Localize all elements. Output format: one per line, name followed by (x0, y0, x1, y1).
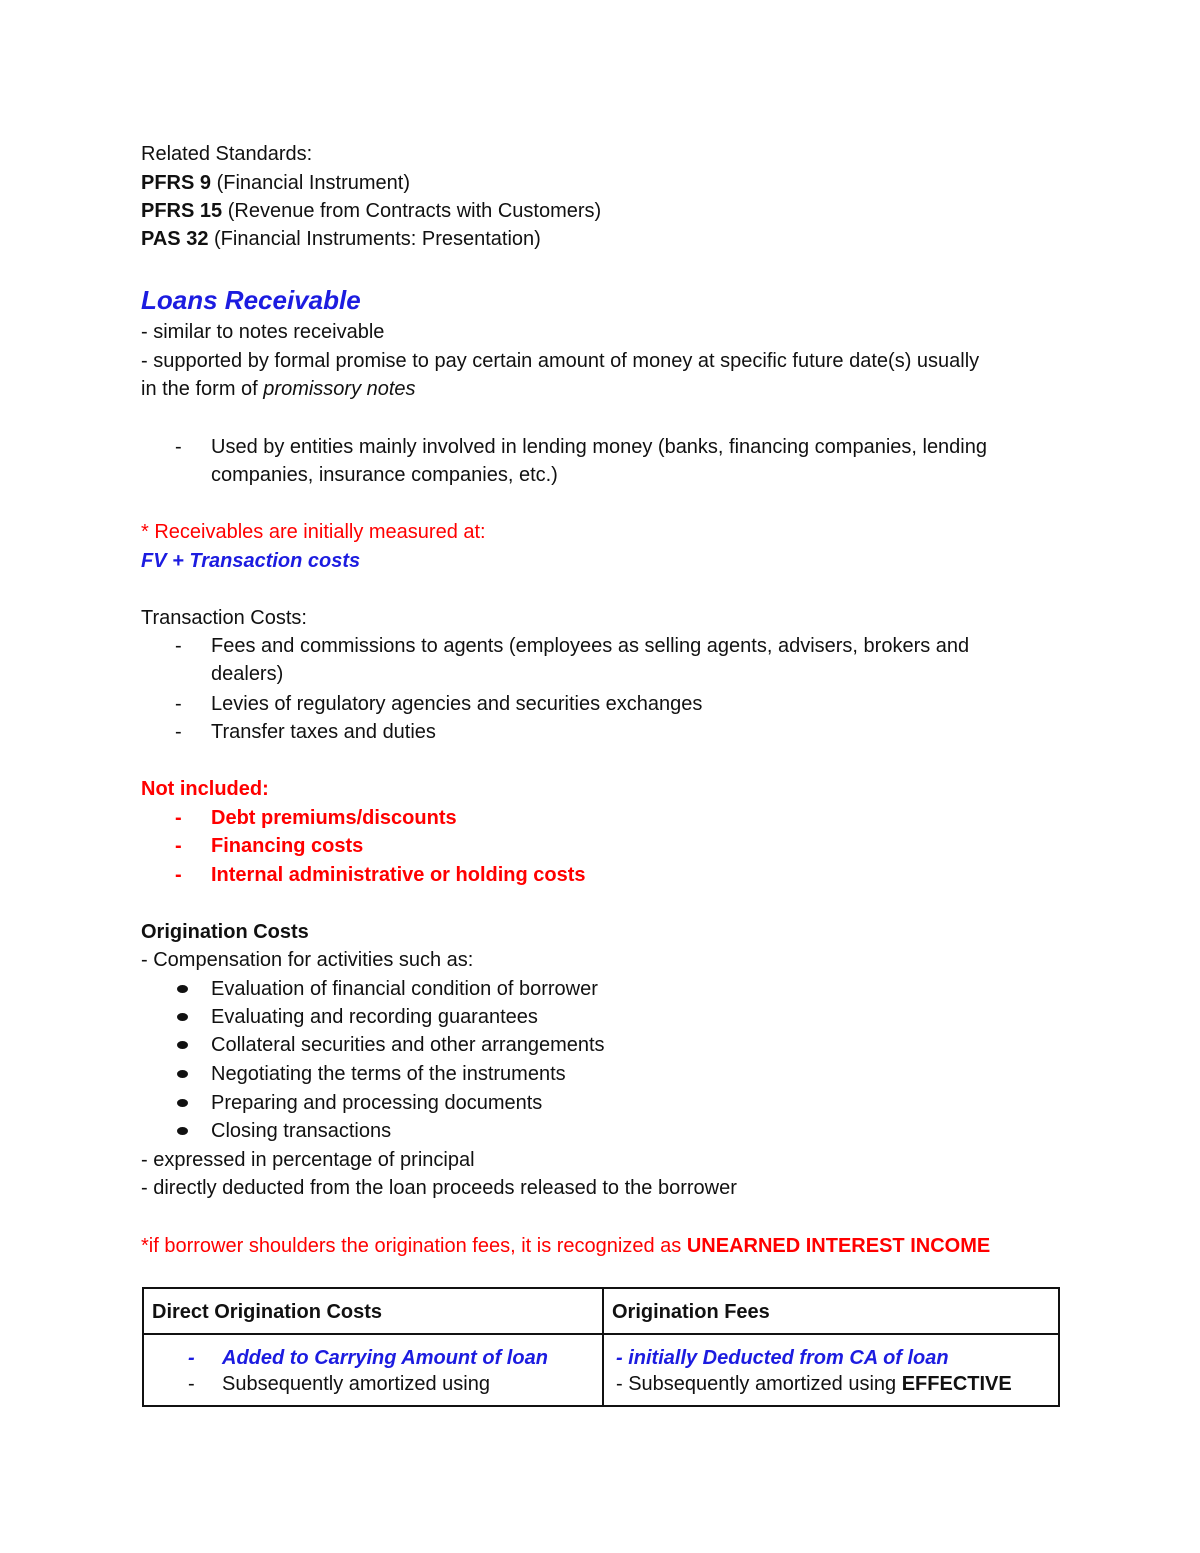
transaction-costs-heading: Transaction Costs: (141, 607, 307, 629)
fees-line-deducted (616, 1345, 949, 1371)
bullet-dot-icon (177, 1041, 188, 1049)
standard-code: PFRS 15 (141, 200, 223, 222)
origination-bullet-text: Evaluating and recording guarantees (211, 1006, 538, 1028)
table-cell-fees (603, 1334, 1059, 1406)
table-header-cell (143, 1288, 603, 1334)
table-header-fees: Origination Fees (612, 1301, 770, 1323)
bullet-dot-icon (177, 1013, 188, 1021)
dash-marker: - (188, 1373, 195, 1395)
standard-pas32 (141, 226, 541, 252)
unearned-interest-income: UNEARNED INTEREST INCOME (686, 1235, 991, 1257)
origination-after-percentage: - expressed in percentage of principal (141, 1149, 475, 1171)
fees-amortized-text: - Subsequently amortized using (616, 1373, 902, 1395)
table-header-cell (603, 1288, 1059, 1334)
dash-marker: - (175, 807, 182, 829)
used-by-text-2: companies, insurance companies, etc.) (211, 464, 558, 486)
standard-pfrs15 (141, 198, 601, 224)
direct-added-text: Added to Carrying Amount of loan (222, 1347, 548, 1369)
origination-bullet-text: Preparing and processing documents (211, 1092, 543, 1114)
dash-marker: - (175, 436, 182, 458)
standard-pfrs9 (141, 170, 410, 196)
not-included-text: Internal administrative or holding costs (211, 864, 586, 886)
origination-intro: - Compensation for activities such as: (141, 949, 474, 971)
fees-deducted-text: initially Deducted from CA of loan (628, 1347, 949, 1369)
table-header-direct: Direct Origination Costs (152, 1301, 383, 1323)
loans-line-promissory (141, 376, 416, 402)
borrower-note-text: *if borrower shoulders the origination fees, it is recognized as (141, 1235, 687, 1257)
dash-marker: - (188, 1347, 195, 1369)
origination-bullet-text: Evaluation of financial condition of borrower (211, 978, 598, 1000)
dash-marker: - (175, 635, 182, 657)
loans-receivable-title: Loans Receivable (141, 285, 361, 315)
used-by-text-1: Used by entities mainly involved in lending money (banks, financing companies, lending (211, 436, 987, 458)
origination-costs-heading: Origination Costs (141, 921, 309, 943)
standard-code: PAS 32 (141, 228, 209, 250)
bullet-dot-icon (177, 985, 188, 993)
fees-dash: - (616, 1347, 629, 1369)
fees-line-amortized (616, 1371, 1012, 1397)
direct-amortized-text: Subsequently amortized using (222, 1373, 490, 1395)
standard-desc: (Financial Instrument) (216, 172, 410, 194)
not-included-text: Financing costs (211, 835, 364, 857)
origination-bullet-text: Negotiating the terms of the instruments (211, 1063, 566, 1085)
borrower-note (141, 1233, 990, 1259)
not-included-heading: Not included: (141, 778, 269, 800)
bullet-dot-icon (177, 1127, 188, 1135)
dash-marker: - (175, 721, 182, 743)
promissory-prefix: in the form of (141, 378, 264, 400)
promissory-notes-text: promissory notes (263, 378, 416, 400)
transaction-item-text: Transfer taxes and duties (211, 721, 436, 743)
related-standards-heading: Related Standards: (141, 143, 313, 165)
bullet-dot-icon (177, 1070, 188, 1078)
standard-desc: (Revenue from Contracts with Customers) (227, 200, 602, 222)
dash-marker: - (175, 693, 182, 715)
measurement-note: * Receivables are initially measured at: (141, 521, 486, 543)
transaction-item-text: Fees and commissions to agents (employees as selling agents, advisers, brokers and (211, 635, 970, 657)
dash-marker: - (175, 864, 182, 886)
bullet-dot-icon (177, 1099, 188, 1107)
loans-line-supported: - supported by formal promise to pay certain amount of money at specific future date(s) usually (141, 350, 980, 372)
standard-code: PFRS 9 (141, 172, 212, 194)
transaction-item-text: dealers) (211, 663, 284, 685)
fees-effective-text: EFFECTIVE (901, 1373, 1012, 1395)
dash-marker: - (175, 835, 182, 857)
origination-bullet-text: Collateral securities and other arrangements (211, 1034, 605, 1056)
origination-table (142, 1287, 1060, 1407)
origination-bullet-text: Closing transactions (211, 1120, 392, 1142)
table-cell-direct (143, 1334, 603, 1406)
not-included-text: Debt premiums/discounts (211, 807, 457, 829)
standard-desc: (Financial Instruments: Presentation) (214, 228, 541, 250)
transaction-item-text: Levies of regulatory agencies and securities exchanges (211, 693, 703, 715)
measurement-formula: FV + Transaction costs (141, 550, 361, 572)
origination-after-deducted: - directly deducted from the loan proceeds released to the borrower (141, 1177, 737, 1199)
loans-line-similar: - similar to notes receivable (141, 321, 385, 343)
